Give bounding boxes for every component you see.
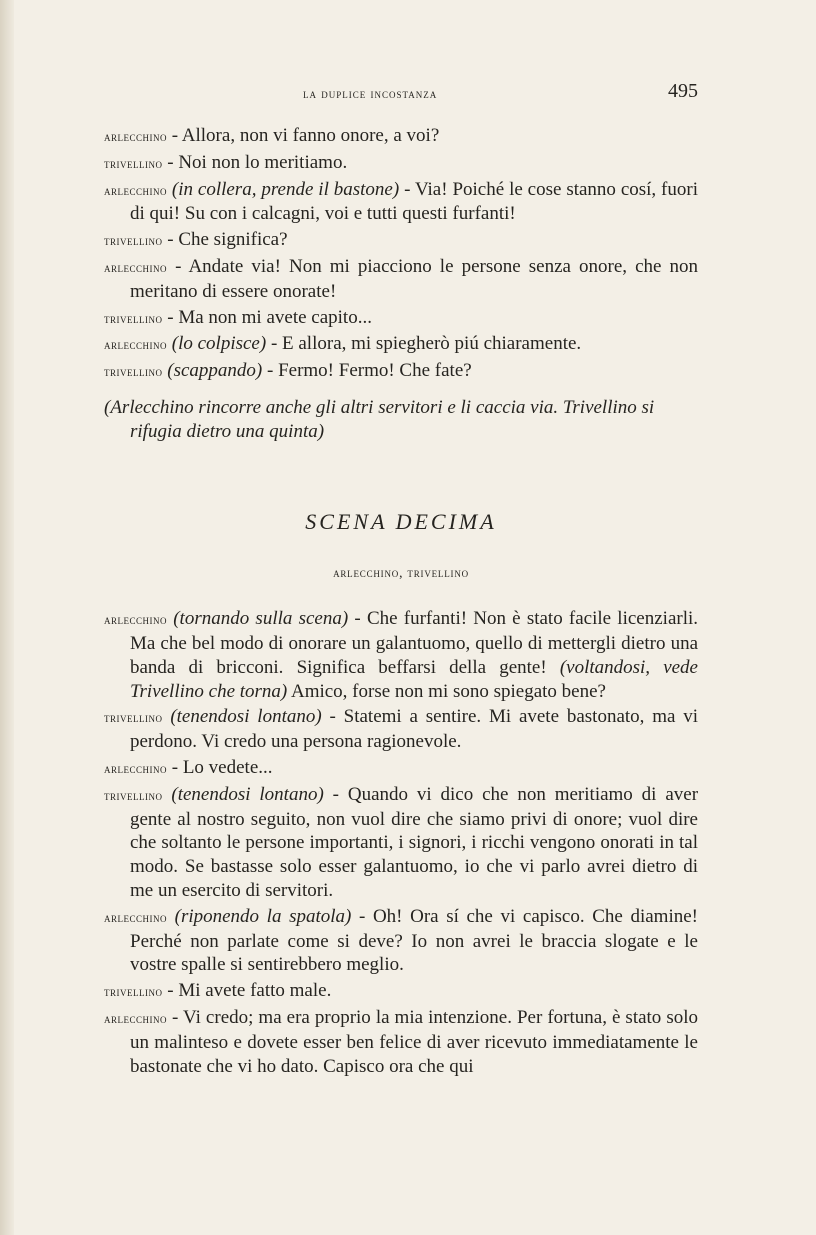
speech-line: trivellino (scappando) - Fermo! Fermo! Che fate? (104, 360, 472, 382)
dialogue-block (104, 124, 698, 384)
stage-direction-inline: (scappando) (167, 360, 263, 382)
speaker-name: arlecchino (104, 760, 167, 776)
speech-text: Mi avete fatto male. (178, 980, 332, 1002)
page-gutter (0, 0, 14, 1235)
speaker-name: arlecchino (104, 259, 167, 275)
running-title: la duplice incostanza (303, 86, 438, 101)
stage-direction-inline: (tenendosi lontano) (170, 706, 322, 728)
speaker-name: trivellino (104, 787, 163, 803)
speaker-name: trivellino (104, 310, 163, 326)
speaker-name: arlecchino (104, 182, 167, 198)
stage-direction-inline: (lo colpisce) (171, 333, 267, 355)
speech-text: Noi non lo meritiamo. (178, 151, 348, 173)
speech-text: E allora, mi spiegherò piú chiaramente. (282, 333, 582, 355)
speaker-name: arlecchino (104, 1010, 167, 1026)
speaker-name: trivellino (104, 984, 163, 1000)
speaker-name: arlecchino (104, 612, 167, 628)
page-number: 495 (668, 80, 698, 102)
stage-direction-inline: (tornando sulla scena) (173, 608, 349, 630)
speech-line: trivellino - Ma non mi avete capito... (104, 306, 372, 328)
speech-line: trivellino - Che significa? (104, 229, 288, 251)
speech-text: Che furfanti! Non è stato facile licenziarli. Ma che bel modo di onorare un galantuomo, quello di mettergli dietro una banda di bricconi. Significa beffarsi della gente! (130, 608, 699, 678)
speech-line: arlecchino - Lo vedete... (104, 756, 273, 778)
speech-text: Amico, forse non mi sono spiegato bene? (290, 680, 606, 702)
dialogue-block (104, 607, 698, 1078)
speech-line: arlecchino (tornando sulla scena) - Che furfanti! Non è stato facile licenziarli. Ma che bel modo di onorare un galantuomo, quello di mettergli dietro una banda di bricconi. Significa beffarsi della gente! (voltandosi, vede Trivellino che torna) Amico, forse non mi sono spiegato bene? (104, 608, 699, 702)
speech-text: Via! Poiché le cose stanno cosí, fuori di qui! Su con i calcagni, voi e tutti questi furfanti! (130, 178, 698, 225)
speech-text: Ma non mi avete capito... (178, 306, 372, 328)
speech-line: arlecchino - Andate via! Non mi piacciono le persone senza onore, che non meritano di essere onorate! (104, 255, 699, 302)
stage-direction: (Arlecchino rincorre anche gli altri servitori e li caccia via. Trivellino si rifugia dietro una quinta) (104, 396, 655, 442)
speech-text: Che significa? (178, 229, 288, 251)
speech-line: arlecchino (riponendo la spatola) - Oh! Ora sí che vi capisco. Che diamine! Perché non parlate come si deve? Io non avrei le braccia slogate e le vostre spalle si sentirebbero meglio. (104, 905, 698, 976)
speech-line: trivellino (tenendosi lontano) - Quando vi dico che non meritiamo di aver gente al nostro seguito, non vuol dire che siamo privi di onore; vuol dire che soltanto le persone importanti, i signori, i ricchi vengono onorati in tal modo. Se bastasse solo esser galantuomo, io che vi parlo avrei dietro di me un esercito di servitori. (104, 783, 699, 901)
speech-line: arlecchino (lo colpisce) - E allora, mi spiegherò piú chiaramente. (104, 333, 582, 355)
speaker-name: trivellino (104, 364, 163, 380)
speech-text: Statemi a sentire. Mi avete bastonato, ma vi perdono. Vi credo una persona ragionevole. (130, 706, 699, 753)
speech-text: Oh! Ora sí che vi capisco. Che diamine! Perché non parlate come si deve? Io non avrei le braccia slogate e le vostre spalle si sentirebbero meglio. (130, 905, 698, 976)
speech-text: Andate via! Non mi piacciono le persone senza onore, che non meritano di essere onorate! (130, 255, 699, 302)
speech-line: trivellino - Mi avete fatto male. (104, 980, 332, 1002)
scene-title: SCENA DECIMA (305, 508, 497, 534)
speaker-name: arlecchino (104, 909, 167, 925)
speech-line: arlecchino (in collera, prende il bastone) - Via! Poiché le cose stanno cosí, fuori di qui! Su con i calcagni, voi e tutti questi furfanti! (104, 178, 698, 225)
stage-direction-inline: (in collera, prende il bastone) (171, 178, 400, 200)
speech-line: trivellino (tenendosi lontano) - Statemi a sentire. Mi avete bastonato, ma vi perdono. Vi credo una persona ragionevole. (104, 706, 699, 753)
speech-text: Allora, non vi fanno onore, a voi? (181, 125, 440, 146)
speech-line: arlecchino - Vi credo; ma era proprio la mia intenzione. Per fortuna, è stato solo un malinteso e dovete esser ben felice di aver ricevuto immediatamente le bastonate che vi ho dato. Capisco ora che qui (104, 1006, 699, 1077)
speech-text: Quando vi dico che non meritiamo di aver gente al nostro seguito, non vuol dire che siamo privi di onore; vuol dire che soltanto le persone importanti, i signori, i ricchi vengono onorati in tal modo. Se bastasse solo esser galantuomo, io che vi parlo avrei dietro di me un esercito di servitori. (130, 783, 699, 901)
stage-direction-inline: (voltandosi, vede Trivellino che torna) (130, 656, 698, 702)
speaker-name: arlecchino (104, 337, 167, 353)
speaker-name: trivellino (104, 155, 163, 171)
page-text (104, 124, 698, 1080)
speech-line: trivellino - Noi non lo meritiamo. (104, 151, 348, 173)
stage-direction-inline: (riponendo la spatola) (174, 905, 352, 927)
speaker-name: trivellino (104, 710, 163, 726)
page-header (0, 80, 816, 110)
stage-direction-inline: (tenendosi lontano) (171, 783, 324, 805)
speech-text: Lo vedete... (182, 756, 273, 778)
speech-text: Fermo! Fermo! Che fate? (278, 360, 472, 382)
speech-text: Vi credo; ma era proprio la mia intenzione. Per fortuna, è stato solo un malinteso e dovete esser ben felice di aver ricevuto immediatamente le bastonate che vi ho dato. Capisco ora che qui (130, 1006, 699, 1077)
speaker-name: trivellino (104, 233, 163, 249)
scene-characters: arlecchino, trivellino (333, 565, 469, 581)
speaker-name: arlecchino (104, 129, 167, 144)
speech-line: arlecchino - Allora, non vi fanno onore, a voi? (104, 125, 440, 146)
